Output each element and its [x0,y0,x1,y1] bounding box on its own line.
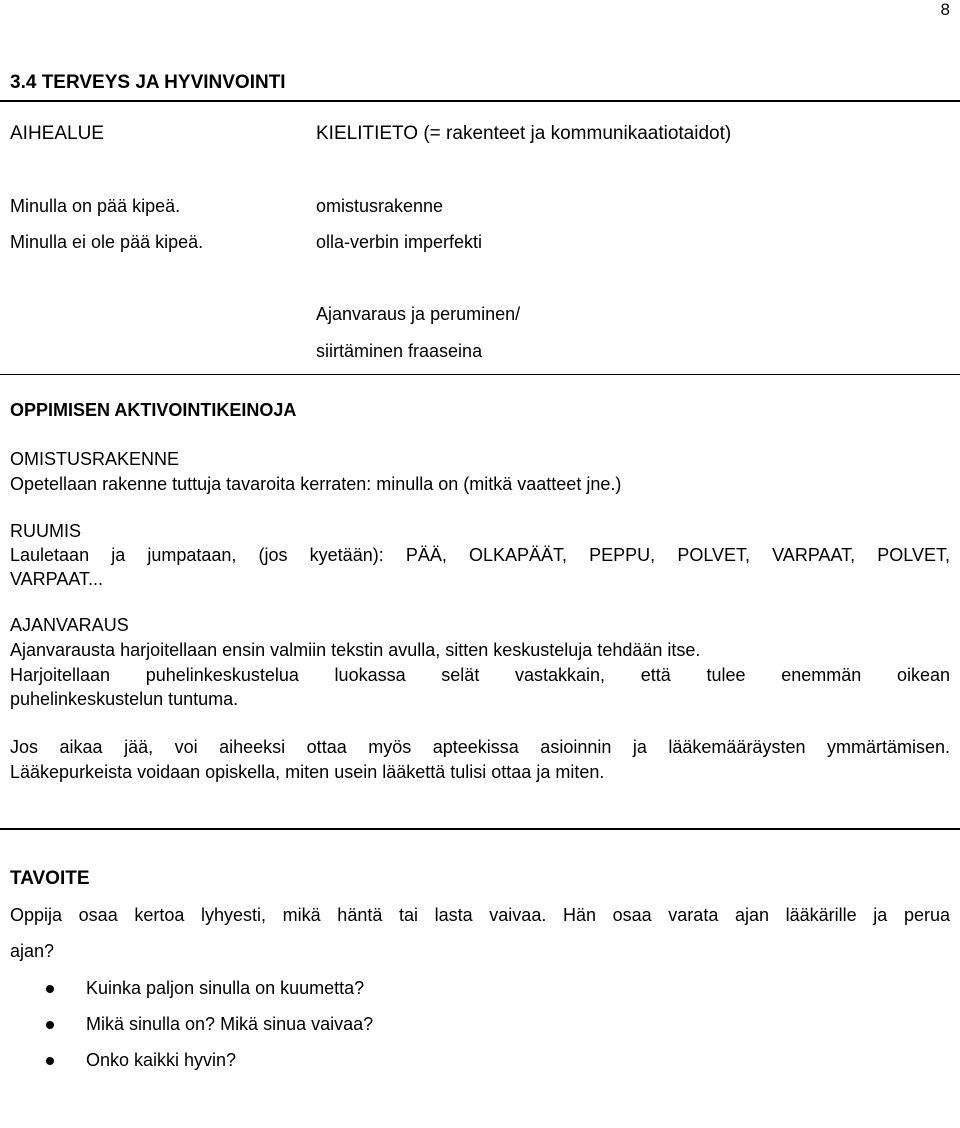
col1-row: Minulla on pää kipeä. [10,196,181,216]
extra-line: Lääkepurkeista voidaan opiskella, miten usein lääkettä tulisi ottaa ja miten. [10,762,605,782]
col2-row: siirtäminen fraaseina [316,341,483,361]
goal-rule [0,828,960,830]
list-item-text: Mikä sinulla on? Mikä sinua vaivaa? [86,1014,374,1034]
omistus-text: Opetellaan rakenne tuttuja tavaroita kerraten: minulla on (mitkä vaatteet jne.) [10,474,622,494]
col2-row: omistusrakenne [316,196,444,216]
extra-line: Jos aikaa jää, voi aiheeksi ottaa myös apteekissa asioinnin ja lääkemääräysten ymmärtämisen. [10,737,950,757]
section-rule [0,100,960,102]
col2-row: Ajanvaraus ja peruminen/ [316,304,521,324]
list-item-text: Kuinka paljon sinulla on kuumetta? [86,978,365,998]
bullet-icon [46,1057,54,1065]
goal-line: Oppija osaa kertoa lyhyesti, mikä häntä tai lasta vaivaa. Hän osaa varata ajan lääkärille ja perua [10,905,950,925]
bullet-icon [46,985,54,993]
ajanvaraus-line: Ajanvarausta harjoitellaan ensin valmiin tekstin avulla, sitten keskusteluja tehdään itse. [10,640,701,660]
page-number: 8 [940,0,950,19]
col1-header: AIHEALUE [10,123,104,144]
ajanvaraus-line: puhelinkeskustelun tuntuma. [10,689,239,709]
col1-row: Minulla ei ole pää kipeä. [10,232,204,252]
list-item-text: Onko kaikki hyvin? [86,1050,237,1070]
ajanvaraus-line: Harjoitellaan puhelinkeskustelua luokassa selät vastakkain, että tulee enemmän oikean [10,665,950,685]
col2-header: KIELITIETO (= rakenteet ja kommunikaatiotaidot) [316,123,732,144]
col2-row: olla-verbin imperfekti [316,232,483,252]
bullet-icon [46,1021,54,1029]
goal-heading: TAVOITE [10,868,90,889]
omistus-heading: OMISTUSRAKENNE [10,449,180,469]
ruumis-heading: RUUMIS [10,521,81,541]
ajanvaraus-heading: AJANVARAUS [10,615,129,635]
ruumis-line: VARPAAT... [10,569,104,589]
section-title: 3.4 TERVEYS JA HYVINVOINTI [10,72,286,93]
goal-line: ajan? [10,941,55,961]
table-rule [0,374,960,375]
activities-heading: OPPIMISEN AKTIVOINTIKEINOJA [10,400,297,420]
ruumis-line: Lauletaan ja jumpataan, (jos kyetään): PÄÄ, OLKAPÄÄT, PEPPU, POLVET, VARPAAT, POLVET, [10,545,950,565]
